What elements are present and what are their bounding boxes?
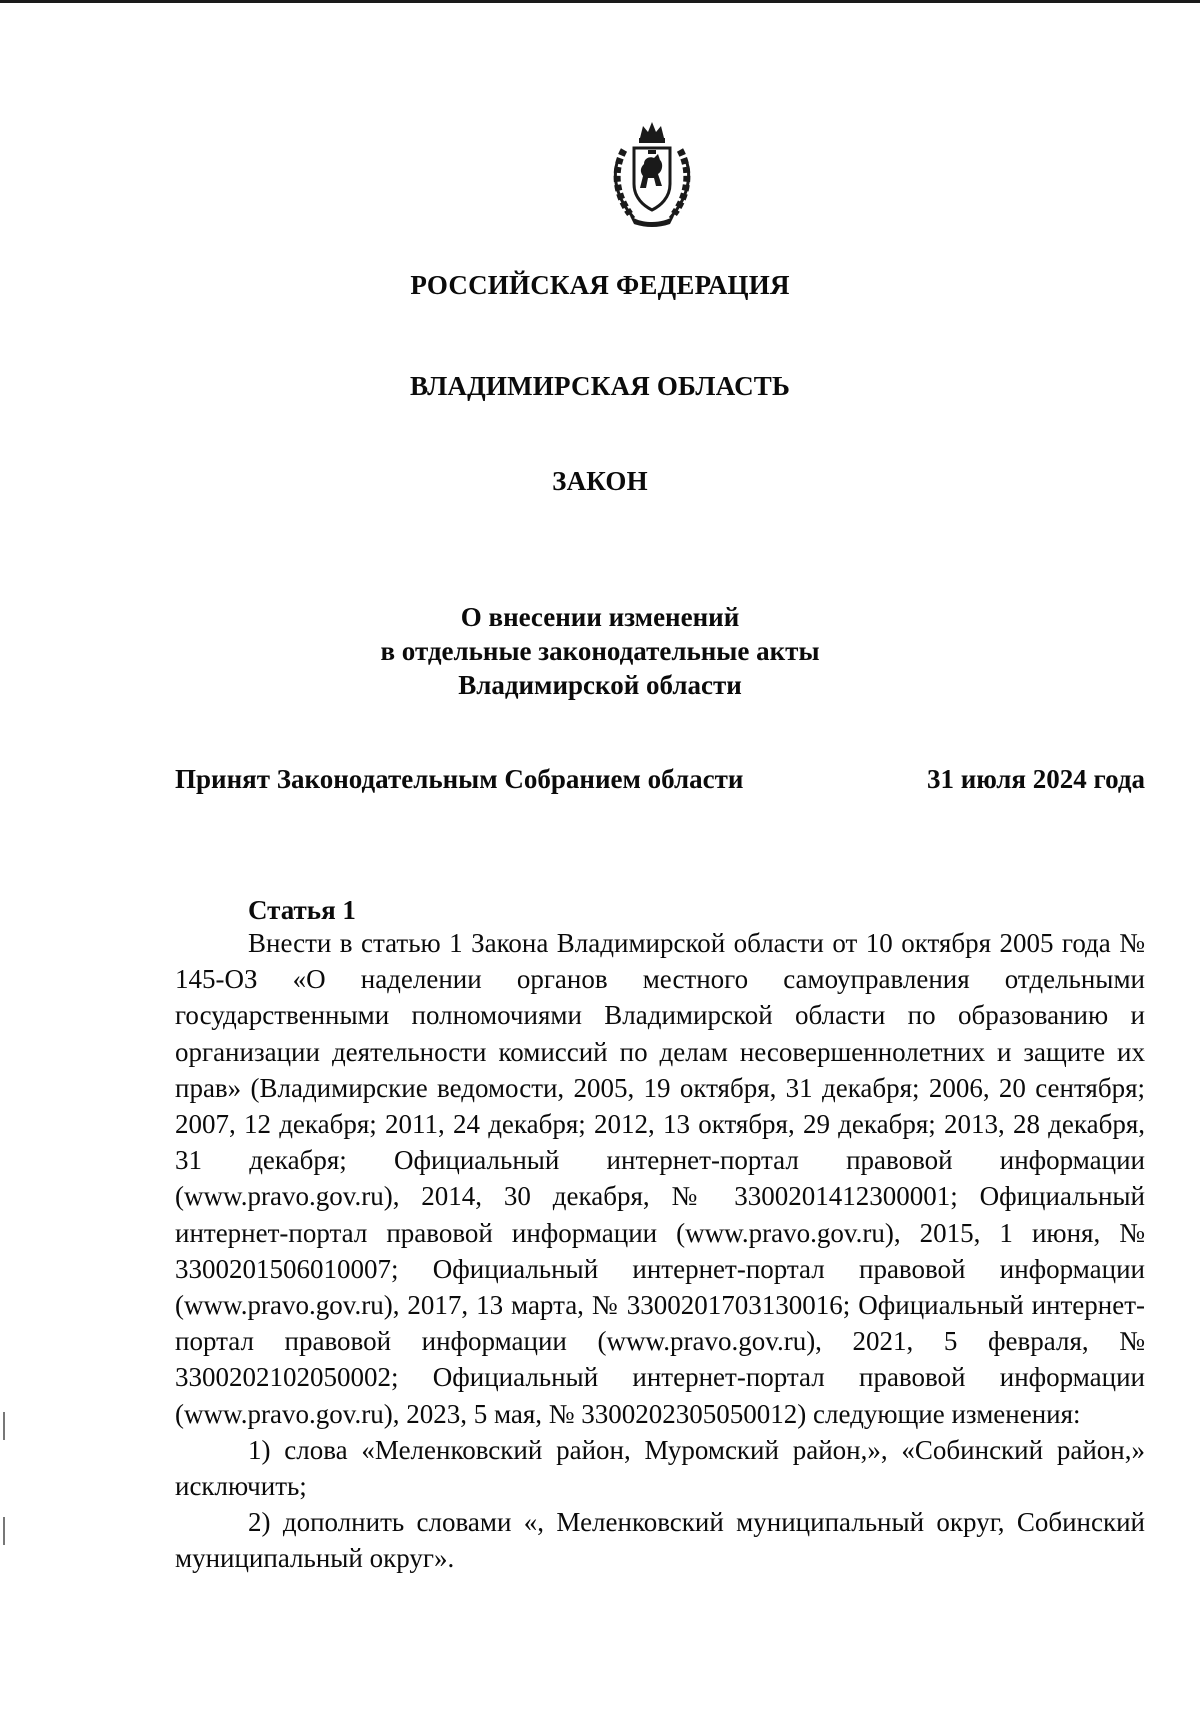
article-item: 2) дополнить словами «, Меленковский муниципальный округ, Собинский муниципальный округ».: [175, 1507, 1145, 1574]
document-type-heading: ЗАКОН: [552, 466, 648, 496]
article-item: 1) слова «Меленковский район, Муромский район,», «Собинский район,» исключить;: [175, 1434, 1145, 1502]
adoption-date: 31 июля 2024 года: [927, 764, 1145, 794]
law-title-line: Владимирской области: [458, 670, 742, 700]
country-heading: РОССИЙСКАЯ ФЕДЕРАЦИЯ: [410, 270, 790, 300]
region-heading: ВЛАДИМИРСКАЯ ОБЛАСТЬ: [409, 371, 791, 401]
adopting-body: Принят Законодательным Собранием области: [175, 764, 744, 794]
law-title-line: в отдельные законодательные акты: [380, 636, 820, 666]
law-title: [0, 600, 1200, 702]
article-body: [175, 925, 1145, 1577]
article-paragraph: Внести в статью 1 Закона Владимирской области от 10 октября 2005 года № 145-ОЗ «О наделении органов местного самоуправления отдельными государственными полномочиями Владимирской области по образованию и организации деятельности комиссий по делам несовершеннолетних и защите их прав» (Владимирские ведомости, 2005, 19 октября, 31 декабря; 2006, 20 сентября; 2007, 12 декабря; 2011, 24 декабря; 2012, 13 октября, 29 декабря; 2013, 28 декабря, 31 декабря; Официальный интернет-портал правовой информации (www.pravo.gov.ru), 2014, 30 декабря, № 3300201412300001; Официальный интернет-портал правовой информации (www.pravo.gov.ru), 2015, 1 июня, № 3300201506010007; Официальный интернет-портал правовой информации (www.pravo.gov.ru), 2017, 13 марта, № 3300201703130016; Официальный интернет-портал правовой информации (www.pravo.gov.ru), 2021, 5 февраля, № 3300202102050002; Официальный интернет-портал правовой информации (www.pravo.gov.ru), 2023, 5 мая, № 3300202305050012) следующие изменения:: [175, 928, 1145, 1429]
article-heading: Статья 1: [248, 895, 356, 925]
scan-margin-mark: [3, 1412, 5, 1440]
law-title-line: О внесении изменений: [460, 602, 740, 632]
page-top-edge: [0, 0, 1200, 3]
coat-of-arms-icon: [610, 120, 694, 228]
scan-margin-mark: [3, 1517, 5, 1545]
